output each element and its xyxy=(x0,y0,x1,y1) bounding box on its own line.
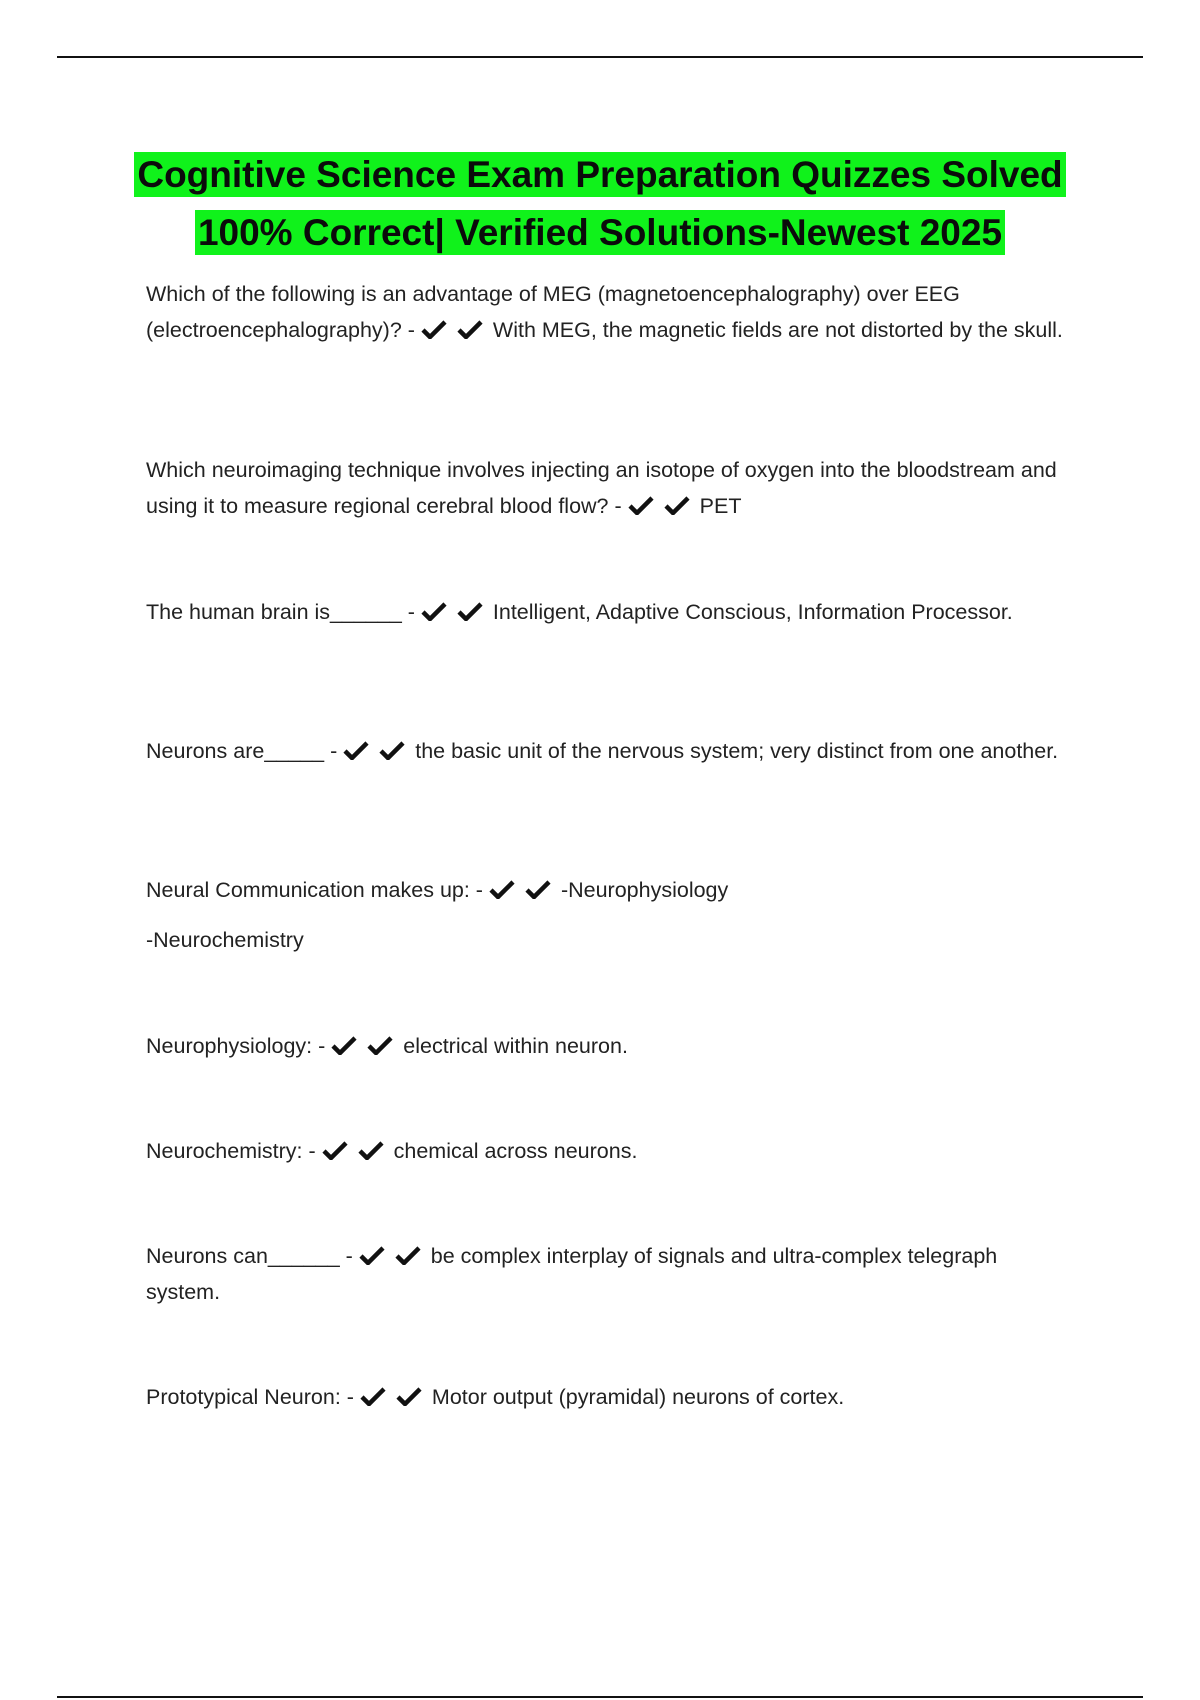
answer-text: be complex interplay of signals and ultra-complex telegraph system. xyxy=(146,1244,998,1304)
check-icon xyxy=(421,319,447,339)
qa-text xyxy=(146,1238,1076,1310)
header-rule xyxy=(57,56,1143,58)
check-icon xyxy=(457,319,483,339)
check-icon xyxy=(489,879,515,899)
qa-text xyxy=(146,452,1076,524)
question-text: Neurophysiology: - xyxy=(146,1034,326,1058)
question-text: Neural Communication makes up: - xyxy=(146,878,483,902)
qa-item xyxy=(146,872,1076,958)
answer-extra-text: -Neurochemistry xyxy=(146,928,304,952)
qa-item xyxy=(146,1133,1076,1169)
answer-text: Motor output (pyramidal) neurons of cortex. xyxy=(431,1385,845,1409)
qa-item xyxy=(146,733,1076,769)
check-icon xyxy=(360,1386,386,1406)
check-icon xyxy=(396,1386,422,1406)
question-text: Prototypical Neuron: - xyxy=(146,1385,354,1409)
answer-text: PET xyxy=(699,494,742,518)
qa-item xyxy=(146,452,1076,524)
answer-text: the basic unit of the nervous system; very distinct from one another. xyxy=(415,739,1059,763)
footer-rule xyxy=(57,1696,1143,1698)
answer-text: electrical within neuron. xyxy=(403,1034,628,1058)
check-icon xyxy=(343,740,369,760)
check-icon xyxy=(359,1245,385,1265)
check-icon xyxy=(331,1035,357,1055)
qa-text xyxy=(146,1379,1076,1415)
answer-text: chemical across neurons. xyxy=(393,1139,638,1163)
qa-text xyxy=(146,276,1076,348)
answer-text: With MEG, the magnetic fields are not distorted by the skull. xyxy=(492,318,1063,342)
qa-item xyxy=(146,594,1076,630)
qa-item xyxy=(146,1238,1076,1310)
check-icon xyxy=(664,495,690,515)
qa-text xyxy=(146,1028,1076,1064)
answer-text: Intelligent, Adaptive Conscious, Information Processor. xyxy=(492,600,1013,624)
check-icon xyxy=(322,1140,348,1160)
check-icon xyxy=(367,1035,393,1055)
question-text: Neurons can______ - xyxy=(146,1244,353,1268)
check-icon xyxy=(525,879,551,899)
question-text: Neurons are_____ - xyxy=(146,739,338,763)
qa-item xyxy=(146,1028,1076,1064)
question-text: The human brain is______ - xyxy=(146,600,415,624)
qa-item xyxy=(146,1379,1076,1415)
check-icon xyxy=(421,601,447,621)
qa-text xyxy=(146,1133,1076,1169)
check-icon xyxy=(379,740,405,760)
title-line-1: Cognitive Science Exam Preparation Quizzes Solved xyxy=(134,152,1065,197)
title-line-2: 100% Correct| Verified Solutions-Newest 2025 xyxy=(195,210,1005,255)
question-text: Neurochemistry: - xyxy=(146,1139,316,1163)
question-text: Which of the following is an advantage of MEG (magnetoencephalography) over EEG (electroencephalography)? - xyxy=(146,282,960,342)
check-icon xyxy=(457,601,483,621)
check-icon xyxy=(628,495,654,515)
qa-text xyxy=(146,733,1076,769)
question-text: Which neuroimaging technique involves injecting an isotope of oxygen into the bloodstream and using it to measure regional cerebral blood flow? - xyxy=(146,458,1057,518)
check-icon xyxy=(358,1140,384,1160)
answer-text: -Neurophysiology xyxy=(560,878,729,902)
qa-text xyxy=(146,872,1076,908)
check-icon xyxy=(395,1245,421,1265)
qa-item xyxy=(146,276,1076,348)
qa-text xyxy=(146,594,1076,630)
document-title xyxy=(100,146,1100,262)
